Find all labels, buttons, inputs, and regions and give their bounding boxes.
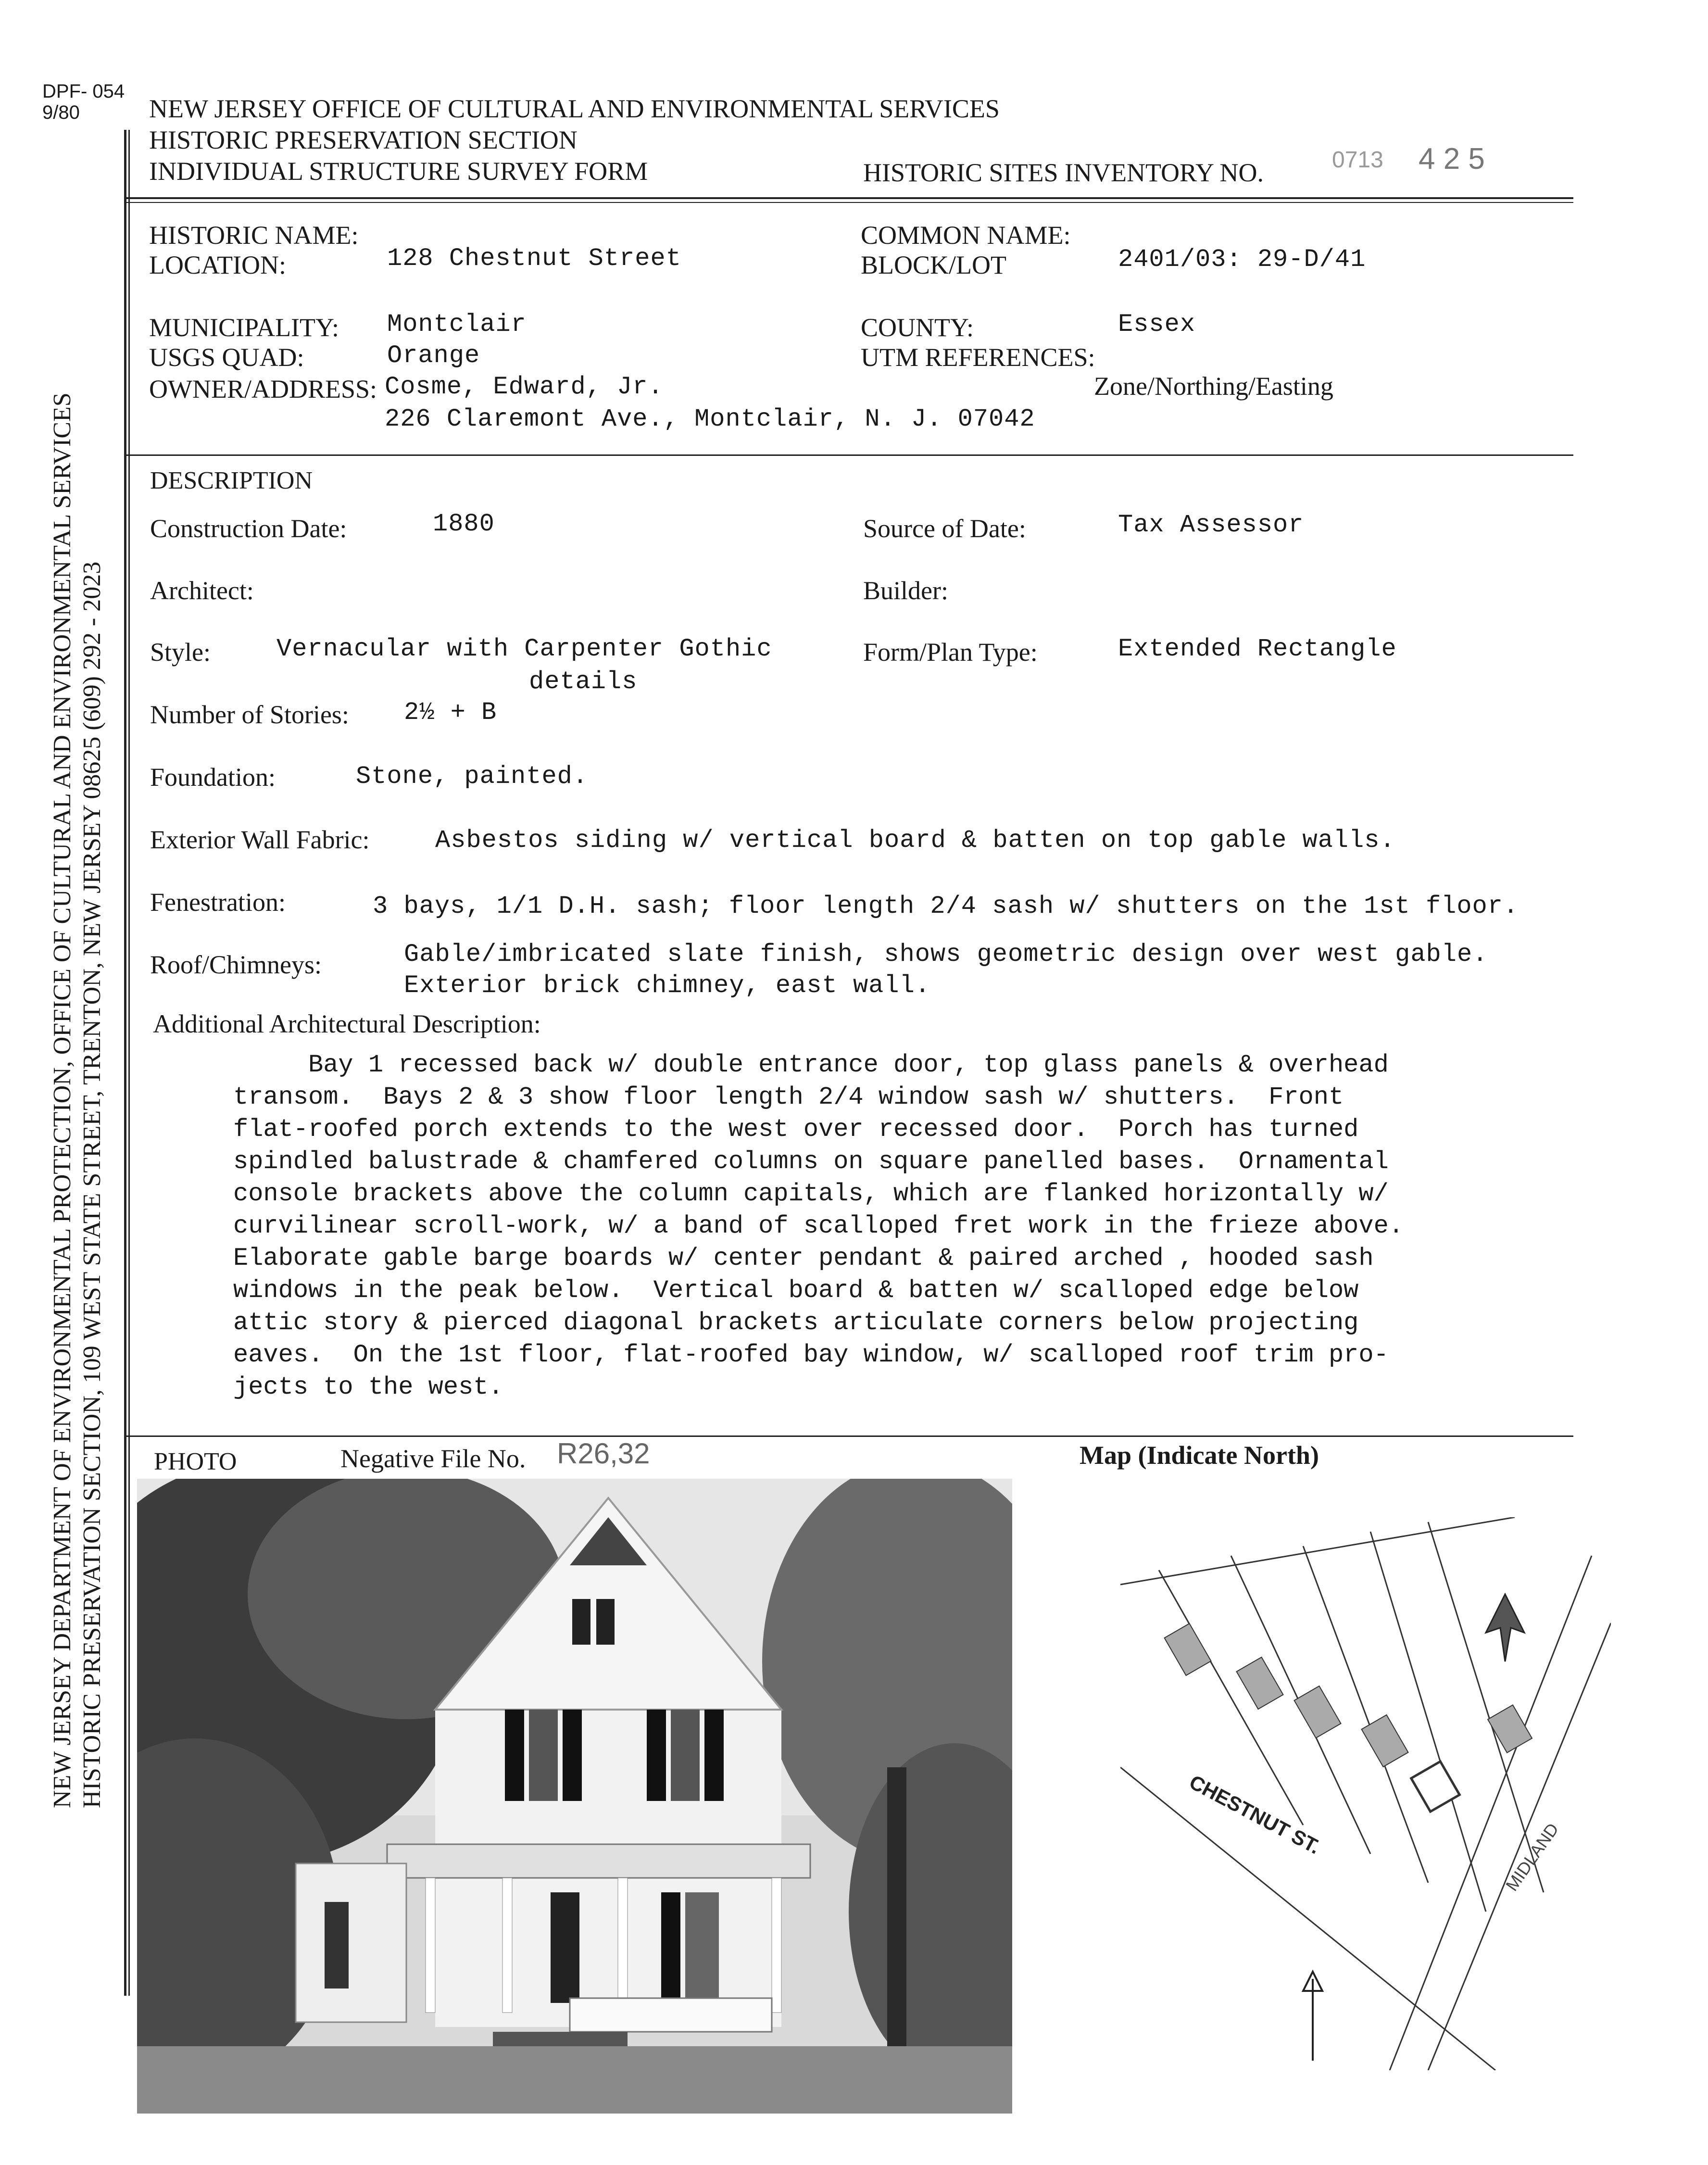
- common-name-label: COMMON NAME:: [861, 221, 1071, 250]
- county-label: COUNTY:: [861, 313, 974, 342]
- description-line: transom. Bays 2 & 3 show floor length 2/4 window sash w/ shutters. Front: [233, 1083, 1344, 1111]
- header-line1: NEW JERSEY OFFICE OF CULTURAL AND ENVIRONMENTAL SERVICES: [149, 94, 1000, 123]
- county-value: Essex: [1118, 310, 1196, 339]
- map-label: Map (Indicate North): [1080, 1441, 1319, 1470]
- owner-label: OWNER/ADDRESS:: [149, 375, 377, 403]
- foundation-value: Stone, painted.: [356, 762, 589, 791]
- utm-sub: Zone/Northing/Easting: [1094, 372, 1333, 401]
- location-value: 128 Chestnut Street: [387, 244, 681, 273]
- description-line: Bay 1 recessed back w/ double entrance door, top glass panels & overhead: [233, 1051, 1389, 1079]
- form-plan-label: Form/Plan Type:: [863, 638, 1038, 667]
- usgs-label: USGS QUAD:: [149, 343, 304, 372]
- description-line: spindled balustrade & chamfered columns on square panelled bases. Ornamental: [233, 1147, 1389, 1176]
- identification-divider: [126, 454, 1573, 456]
- description-line: console brackets above the column capitals, which are flanked horizontally w/: [233, 1180, 1389, 1208]
- utm-label: UTM REFERENCES:: [861, 343, 1095, 372]
- roof-label: Roof/Chimneys:: [150, 950, 322, 979]
- description-line: Elaborate gable barge boards w/ center pendant & paired arched , hooded sash: [233, 1244, 1374, 1272]
- inventory-label: HISTORIC SITES INVENTORY NO.: [863, 158, 1264, 187]
- house-photo: [137, 1479, 1012, 2114]
- roof-value-1: Gable/imbricated slate finish, shows geometric design over west gable.: [404, 940, 1488, 969]
- additional-description-label: Additional Architectural Description:: [153, 1009, 541, 1038]
- source-label: Source of Date:: [863, 514, 1026, 543]
- form-code: DPF- 054 9/80: [42, 81, 125, 123]
- stories-value: 2½ + B: [404, 698, 497, 727]
- location-map: [1120, 1517, 1611, 2070]
- description-line: attic story & pierced diagonal brackets articulate corners below projecting: [233, 1309, 1359, 1337]
- description-line: jects to the west.: [233, 1373, 503, 1401]
- header-line3: INDIVIDUAL STRUCTURE SURVEY FORM: [149, 157, 648, 186]
- negative-file-label: Negative File No.: [340, 1444, 526, 1473]
- owner-value: Cosme, Edward, Jr.: [385, 373, 664, 401]
- side-text-department: NEW JERSEY DEPARTMENT OF ENVIRONMENTAL PROTECTION, OFFICE OF CULTURAL AND ENVIRONMENTAL SERVICES: [49, 392, 76, 1808]
- stories-label: Number of Stories:: [150, 700, 349, 729]
- style-label: Style:: [150, 638, 211, 667]
- builder-label: Builder:: [863, 576, 948, 605]
- photo-section-divider: [126, 1435, 1573, 1437]
- foundation-label: Foundation:: [150, 763, 276, 792]
- block-lot-value: 2401/03: 29-D/41: [1118, 245, 1366, 274]
- inventory-value-b: 4 2 5: [1419, 142, 1485, 176]
- location-label: LOCATION:: [149, 251, 286, 279]
- description-line: eaves. On the 1st floor, flat-roofed bay window, w/ scalloped roof trim pro-: [233, 1341, 1389, 1369]
- style-value-2: details: [529, 667, 638, 696]
- left-border-line: [124, 130, 126, 1996]
- fenestration-value: 3 bays, 1/1 D.H. sash; floor length 2/4 sash w/ shutters on the 1st floor.: [373, 892, 1519, 920]
- usgs-value: Orange: [387, 341, 480, 370]
- owner-address: 226 Claremont Ave., Montclair, N. J. 07042: [385, 405, 1035, 433]
- side-text-address: HISTORIC PRESERVATION SECTION, 109 WEST STATE STREET, TRENTON, NEW JERSEY 08625 (609) 292 - 2023: [78, 561, 106, 1808]
- form-plan-value: Extended Rectangle: [1118, 635, 1397, 663]
- header-divider-2: [126, 202, 1573, 203]
- source-value: Tax Assessor: [1118, 511, 1304, 539]
- style-value: Vernacular with Carpenter Gothic: [276, 635, 772, 663]
- map-street-midland: MIDLAND: [1501, 1819, 1563, 1895]
- wall-fabric-label: Exterior Wall Fabric:: [150, 825, 370, 854]
- map-street-chestnut: CHESTNUT ST.: [1185, 1770, 1324, 1859]
- construction-date-value: 1880: [433, 510, 495, 538]
- negative-file-value: R26,32: [557, 1437, 650, 1470]
- municipality-value: Montclair: [387, 310, 527, 339]
- description-section-label: DESCRIPTION: [150, 467, 313, 494]
- header-divider: [126, 197, 1573, 199]
- fenestration-label: Fenestration:: [150, 888, 286, 917]
- description-line: curvilinear scroll-work, w/ a band of scalloped fret work in the frieze above.: [233, 1212, 1404, 1240]
- header-line2: HISTORIC PRESERVATION SECTION: [149, 126, 578, 154]
- inventory-value-a: 0713: [1332, 147, 1383, 173]
- wall-fabric-value: Asbestos siding w/ vertical board & batten on top gable walls.: [435, 826, 1395, 855]
- historic-name-label: HISTORIC NAME:: [149, 221, 359, 250]
- description-line: flat-roofed porch extends to the west over recessed door. Porch has turned: [233, 1115, 1359, 1144]
- photo-label: PHOTO: [154, 1448, 237, 1475]
- block-lot-label: BLOCK/LOT: [861, 251, 1006, 279]
- architect-label: Architect:: [150, 576, 254, 605]
- left-border-line-inner: [128, 130, 130, 1996]
- construction-date-label: Construction Date:: [150, 514, 347, 543]
- description-line: windows in the peak below. Vertical board & batten w/ scalloped edge below: [233, 1276, 1359, 1305]
- roof-value-2: Exterior brick chimney, east wall.: [404, 971, 930, 1000]
- municipality-label: MUNICIPALITY:: [149, 313, 339, 342]
